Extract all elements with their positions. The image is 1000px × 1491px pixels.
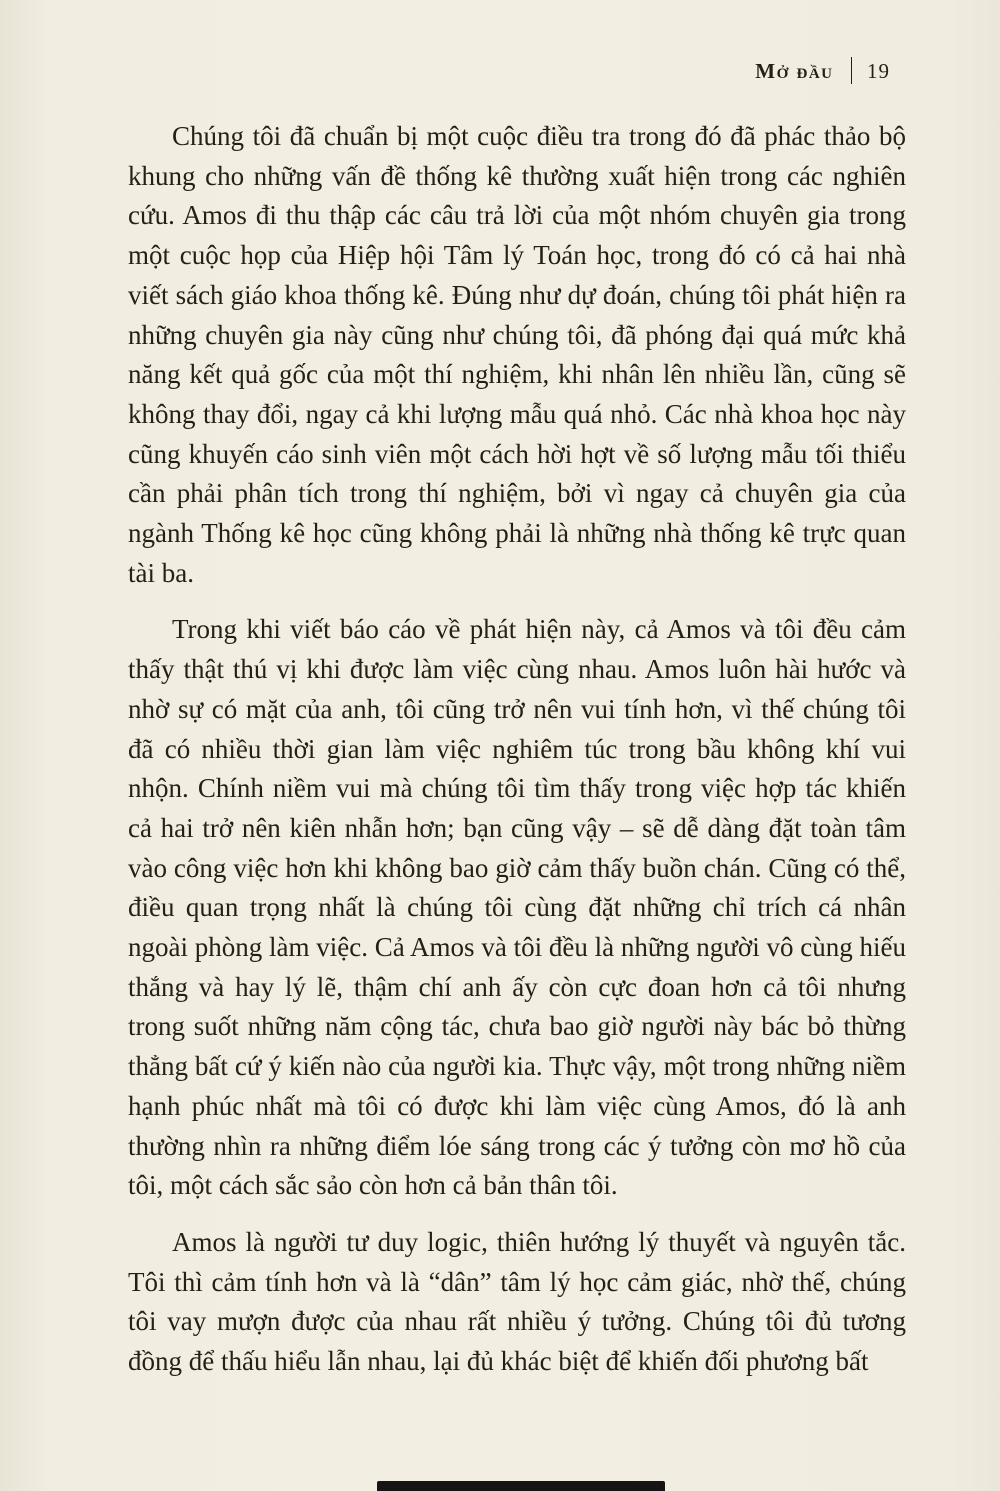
scan-artifact-bar <box>377 1481 665 1491</box>
paragraph: Chúng tôi đã chuẩn bị một cuộc điều tra trong đó đã phác thảo bộ khung cho những vấn đề thống kê thường xuất hiện trong các nghiên cứu. Amos đi thu thập các câu trả lời của một nhóm chuyên gia trong một cuộc họp của Hiệp hội Tâm lý Toán học, trong đó có cả hai nhà viết sách giáo khoa thống kê. Đúng như dự đoán, chúng tôi phát hiện ra những chuyên gia này cũng như chúng tôi, đã phóng đại quá mức khả năng kết quả gốc của một thí nghiệm, khi nhân lên nhiều lần, cũng sẽ không thay đổi, ngay cả khi lượng mẫu quá nhỏ. Các nhà khoa học này cũng khuyến cáo sinh viên một cách hời hợt về số lượng mẫu tối thiểu cần phải phân tích trong thí nghiệm, bởi vì ngay cả chuyên gia của ngành Thống kê học cũng không phải là những nhà thống kê trực quan tài ba. <box>128 121 906 588</box>
page-header <box>755 57 890 84</box>
header-divider <box>851 57 853 84</box>
paragraph: Amos là người tư duy logic, thiên hướng lý thuyết và nguyên tắc. Tôi thì cảm tính hơn và là “dân” tâm lý học cảm giác, nhờ thế, chúng tôi vay mượn được của nhau rất nhiều ý tưởng. Chúng tôi đủ tương đồng để thấu hiểu lẫn nhau, lại đủ khác biệt để khiến đối phương bất <box>128 1226 906 1377</box>
paragraph: Trong khi viết báo cáo về phát hiện này, cả Amos và tôi đều cảm thấy thật thú vị khi được làm việc cùng nhau. Amos luôn hài hước và nhờ sự có mặt của anh, tôi cũng trở nên vui tính hơn, vì thế chúng tôi đã có nhiều thời gian làm việc nghiêm túc trong bầu không khí vui nhộn. Chính niềm vui mà chúng tôi tìm thấy trong việc hợp tác khiến cả hai trở nên kiên nhẫn hơn; bạn cũng vậy – sẽ dễ dàng đặt toàn tâm vào công việc hơn khi không bao giờ cảm thấy buồn chán. Cũng có thể, điều quan trọng nhất là chúng tôi cùng đặt những chỉ trích cá nhân ngoài phòng làm việc. Cả Amos và tôi đều là những người vô cùng hiếu thắng và hay lý lẽ, thậm chí anh ấy còn cực đoan hơn cả tôi nhưng trong suốt những năm cộng tác, chưa bao giờ người này bác bỏ thừng thẳng bất cứ ý kiến nào của người kia. Thực vậy, một trong những niềm hạnh phúc nhất mà tôi có được khi làm việc cùng Amos, đó là anh thường nhìn ra những điểm lóe sáng trong các ý tưởng còn mơ hồ của tôi, một cách sắc sảo còn hơn cả bản thân tôi. <box>128 614 906 1201</box>
page-number: 19 <box>867 58 890 83</box>
section-label: Mở đầu <box>755 58 834 83</box>
page-body <box>128 117 906 1399</box>
